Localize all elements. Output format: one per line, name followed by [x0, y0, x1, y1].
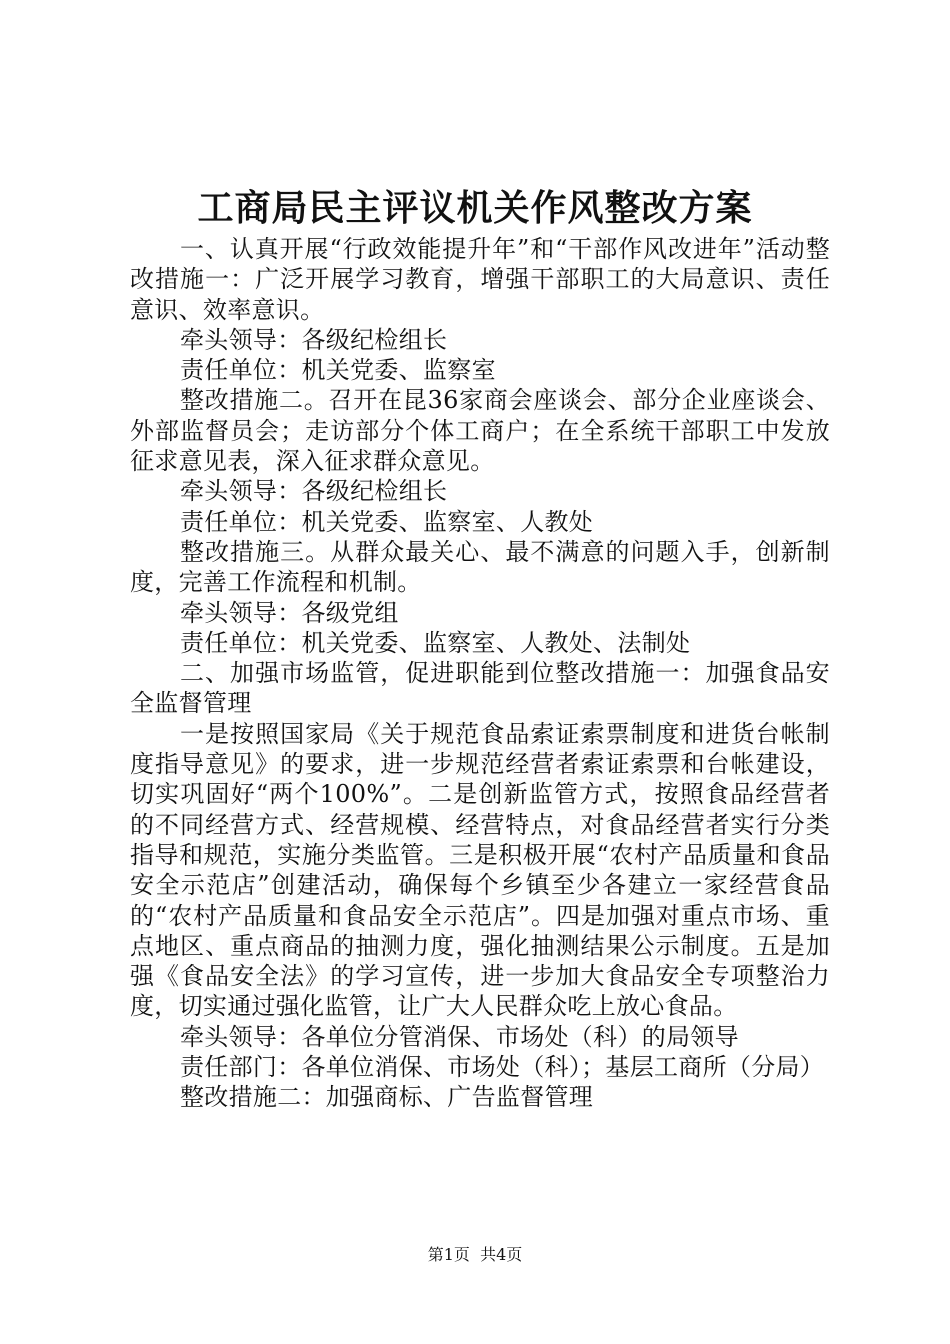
paragraph: 整改措施二。召开在昆36家商会座谈会、部分企业座谈会、外部监督员会；走访部分个体工商户；在全系统干部职工中发放征求意见表，深入征求群众意见。: [130, 386, 830, 476]
paragraph: 责任单位：机关党委、监察室、人教处: [180, 507, 594, 536]
paragraph: 责任单位：机关党委、监察室: [180, 356, 496, 385]
document-title: 工商局民主评议机关作风整改方案: [197, 187, 753, 229]
paragraph: 整改措施三。从群众最关心、最不满意的问题入手，创新制度，完善工作流程和机制。: [130, 537, 830, 597]
paragraph: 牵头领导：各级纪检组长: [180, 325, 448, 354]
paragraph: 一是按照国家局《关于规范食品索证索票制度和进货台帐制度指导意见》的要求，进一步规范经营者索证索票和台帐建设，切实巩固好“两个100%”。二是创新监管方式，按照食品经营者的不同经营方式、经营规模、经营特点，对食品经营者实行分类指导和规范，实施分类监管。三是积极开展“农村产品质量和食品安全示范店”创建活动，确保每个乡镇至少各建立一家经营食品的“农村产品质量和食品安全示范店”。四是加强对重点市场、重点地区、重点商品的抽测力度，强化抽测结果公示制度。五是加强《食品安全法》的学习宣传，进一步加大食品安全专项整治力度，切实通过强化监管，让广大人民群众吃上放心食品。: [130, 719, 830, 1021]
paragraph: 责任部门：各单位消保、市场处（科）；基层工商所（分局）: [180, 1053, 825, 1082]
page-number-footer: 第1页 共4页: [427, 1245, 523, 1264]
document-body: [130, 234, 830, 1113]
paragraph: 整改措施二：加强商标、广告监督管理: [180, 1083, 594, 1112]
paragraph: 牵头领导：各单位分管消保、市场处（科）的局领导: [180, 1022, 739, 1051]
paragraph: 责任单位：机关党委、监察室、人教处、法制处: [180, 628, 691, 657]
paragraph: 牵头领导：各级纪检组长: [180, 477, 448, 506]
paragraph: 一、认真开展“行政效能提升年”和“干部作风改进年”活动整改措施一：广泛开展学习教育，增强干部职工的大局意识、责任意识、效率意识。: [130, 235, 830, 324]
paragraph: 二、加强市场监管，促进职能到位整改措施一：加强食品安全监督管理: [130, 659, 830, 718]
paragraph: 牵头领导：各级党组: [180, 598, 399, 627]
